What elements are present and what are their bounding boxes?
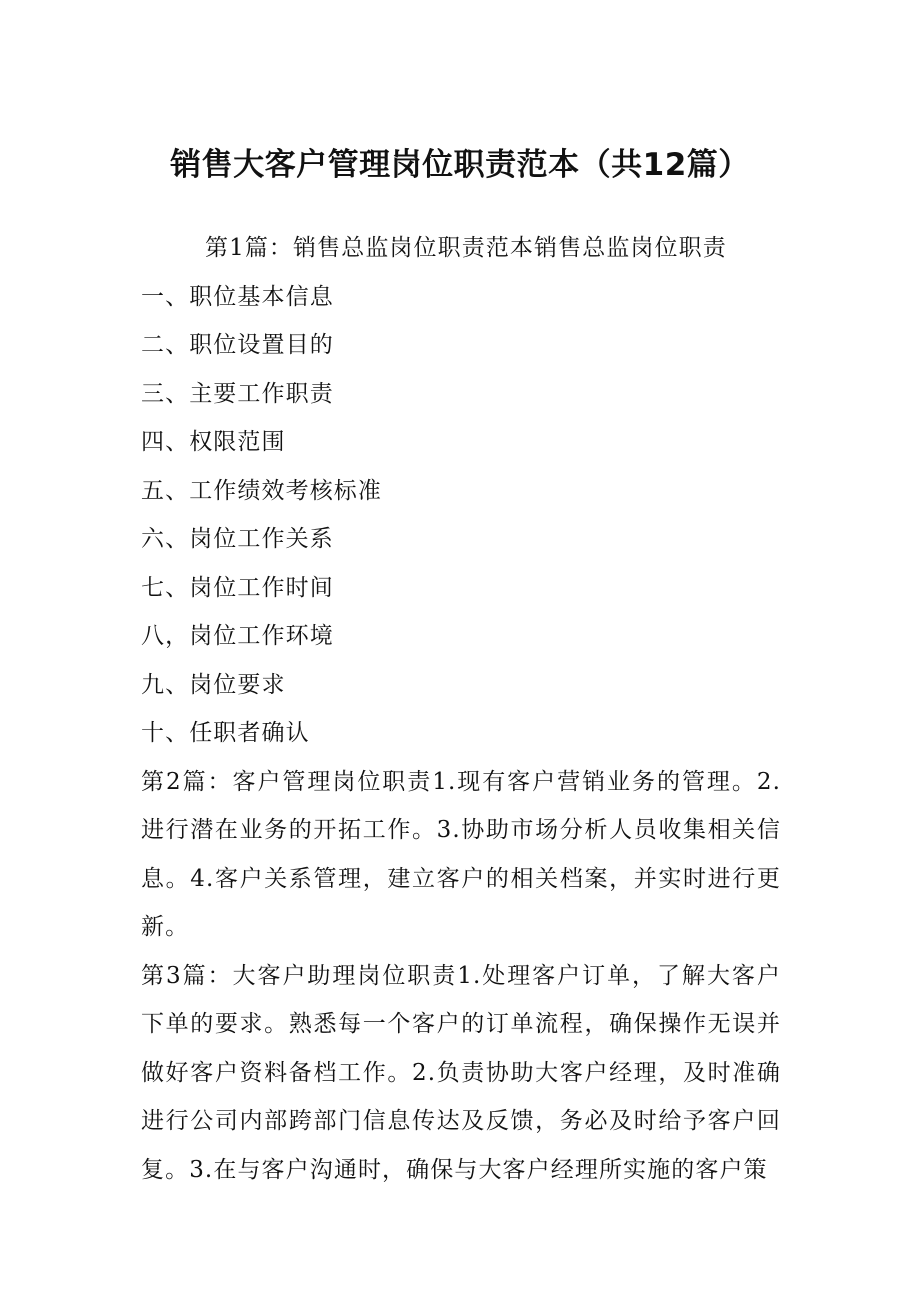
outline-item: 四、权限范围 — [141, 429, 286, 455]
section-paragraph: 第2篇：客户管理岗位职责1.现有客户营销业务的管理。2.进行潜在业务的开拓工作。3.协助市场分析人员收集相关信息。4.客户关系管理，建立客户的相关档案，并实时进行更新。 — [141, 768, 781, 940]
section-paragraph: 第3篇：大客户助理岗位职责1.处理客户订单，了解大客户下单的要求。熟悉每一个客户的订单流程，确保操作无误并做好客户资料备档工作。2.负责协助大客户经理，及时准确进行公司内部跨部门信息传达及反馈，务必及时给予客户回复。3.在与客户沟通时，确保与大客户经理所实施的客户策 — [141, 962, 781, 1183]
outline-item: 七、岗位工作时间 — [141, 574, 334, 601]
outline-item: 十、任职者确认 — [141, 720, 310, 746]
outline-item: 五、工作绩效考核标准 — [141, 477, 382, 504]
outline-item: 八，岗位工作环境 — [141, 623, 334, 649]
outline-item: 一、职位基本信息 — [141, 283, 334, 310]
outline-item: 九、岗位要求 — [141, 671, 286, 698]
document-body — [141, 224, 781, 1194]
intro-paragraph: 第1篇：销售总监岗位职责范本销售总监岗位职责 — [205, 235, 727, 261]
document-title: 销售大客户管理岗位职责范本（共12篇） — [170, 147, 750, 183]
outline-item: 二、职位设置目的 — [141, 332, 334, 358]
outline-item: 六、岗位工作关系 — [141, 526, 334, 552]
outline-item: 三、主要工作职责 — [141, 380, 334, 407]
